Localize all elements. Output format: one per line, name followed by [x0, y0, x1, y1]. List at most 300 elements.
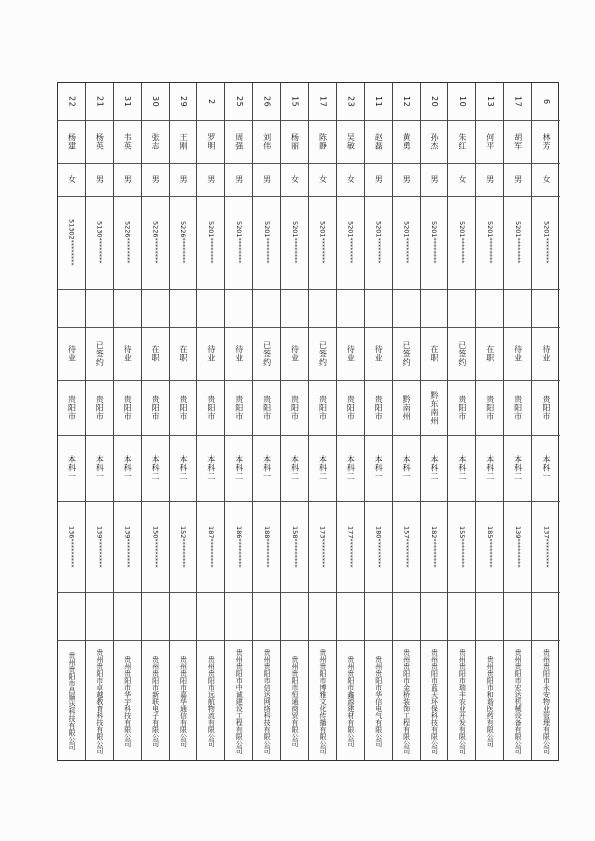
table-row — [142, 83, 170, 760]
table-row — [421, 83, 449, 760]
gender-text: 男 — [206, 175, 216, 184]
name-text: 胡军 — [513, 133, 523, 150]
gender-text: 男 — [151, 175, 161, 184]
table-cell-edu — [225, 435, 252, 501]
gender-text: 男 — [234, 175, 244, 184]
table-cell-blank1 — [421, 289, 448, 327]
table-cell-id — [114, 196, 141, 289]
table-cell-id — [476, 196, 503, 289]
table-cell-no — [337, 83, 364, 120]
id-text: 5201******** — [430, 221, 439, 264]
no-text: 31 — [123, 95, 133, 108]
table-cell-edu — [309, 435, 336, 501]
table-cell-no — [309, 83, 336, 120]
table-cell-id — [421, 196, 448, 289]
table-cell-status — [253, 327, 280, 380]
name-text: 杨英 — [95, 133, 105, 150]
no-text: 11 — [374, 95, 384, 108]
table-cell-id — [142, 196, 169, 289]
table-cell-no — [532, 83, 560, 120]
company-text: 贵州贵阳市瑞丰农业开发有限公司 — [458, 648, 467, 754]
table-cell-phone — [393, 501, 420, 592]
table-cell-edu — [476, 435, 503, 501]
table-cell-blank1 — [393, 289, 420, 327]
name-text: 孙杰 — [429, 133, 439, 150]
table-row — [197, 83, 225, 760]
table-cell-blank2 — [253, 592, 280, 640]
table-cell-status — [532, 327, 560, 380]
table-cell-phone — [337, 501, 364, 592]
table-cell-id — [393, 196, 420, 289]
id-text: 5226******** — [151, 221, 160, 264]
edu-text: 本科二 — [318, 455, 328, 481]
company-text: 贵州贵阳市鑫源建材有限公司 — [346, 655, 355, 747]
status-text: 待业 — [542, 345, 552, 362]
table-cell-blank2 — [114, 592, 141, 640]
no-text: 12 — [402, 95, 412, 108]
table-cell-status — [281, 327, 308, 380]
table-cell-phone — [504, 501, 531, 592]
table-cell-company — [86, 640, 113, 762]
table-cell-id — [281, 196, 308, 289]
phone-text: 139********* — [123, 525, 132, 568]
table-cell-name — [225, 120, 252, 163]
id-text: 5201******** — [262, 221, 271, 264]
table-cell-status — [170, 327, 197, 380]
table-cell-blank1 — [86, 289, 113, 327]
table-cell-status — [86, 327, 113, 380]
table-cell-phone — [253, 501, 280, 592]
no-text: 29 — [178, 95, 188, 108]
gender-text: 男 — [178, 175, 188, 184]
table-cell-phone — [58, 501, 85, 592]
table-cell-no — [504, 83, 531, 120]
table-cell-unit — [532, 380, 560, 435]
table-cell-company — [476, 640, 503, 762]
table-cell-gender — [114, 163, 141, 196]
unit-text: 贵阳市 — [262, 394, 272, 421]
table-cell-phone — [225, 501, 252, 592]
table-row — [86, 83, 114, 760]
gender-text: 女 — [346, 175, 356, 184]
table-row — [337, 83, 365, 760]
table-cell-gender — [58, 163, 85, 196]
table-cell-company — [170, 640, 197, 762]
company-text: 贵州贵阳市华宇科技有限公司 — [123, 655, 132, 747]
edu-text: 本科二 — [346, 455, 356, 481]
table-cell-no — [448, 83, 475, 120]
id-text: 5201******** — [346, 221, 355, 264]
table-cell-phone — [86, 501, 113, 592]
table-cell-status — [142, 327, 169, 380]
table-cell-name — [58, 120, 85, 163]
table-cell-blank2 — [281, 592, 308, 640]
table-cell-unit — [197, 380, 224, 435]
unit-text: 贵阳市 — [457, 394, 467, 421]
unit-text: 贵阳市 — [318, 394, 328, 421]
table-cell-no — [476, 83, 503, 120]
table-cell-name — [309, 120, 336, 163]
id-text: 5226******** — [179, 221, 188, 264]
edu-text: 本科一 — [123, 455, 133, 481]
table-cell-unit — [393, 380, 420, 435]
table-cell-company — [532, 640, 560, 762]
table-cell-phone — [114, 501, 141, 592]
table-cell-gender — [253, 163, 280, 196]
company-text: 贵州贵阳市蓝天环保科技有限公司 — [430, 648, 439, 754]
table-cell-gender — [532, 163, 560, 196]
no-text: 15 — [290, 95, 300, 108]
table-cell-name — [448, 120, 475, 163]
table-cell-phone — [281, 501, 308, 592]
status-text: 已签约 — [402, 340, 412, 367]
table-cell-edu — [504, 435, 531, 501]
table-cell-blank2 — [225, 592, 252, 640]
gender-text: 女 — [542, 175, 552, 184]
name-text: 周强 — [234, 133, 244, 150]
phone-text: 188********* — [262, 525, 271, 568]
table-cell-blank1 — [58, 289, 85, 327]
table-cell-id — [337, 196, 364, 289]
company-text: 贵州贵阳市博雅文化传播有限公司 — [318, 648, 327, 754]
no-text: 10 — [457, 95, 467, 108]
status-text: 待业 — [346, 345, 356, 362]
table-cell-company — [114, 640, 141, 762]
no-text: 26 — [262, 95, 272, 108]
table-cell-company — [448, 640, 475, 762]
table-cell-unit — [225, 380, 252, 435]
company-text: 贵州贵阳市嘉华通信有限公司 — [179, 655, 188, 747]
table-cell-blank2 — [448, 592, 475, 640]
name-text: 杨建 — [67, 133, 77, 150]
table-cell-company — [142, 640, 169, 762]
table-cell-gender — [197, 163, 224, 196]
table-cell-unit — [365, 380, 392, 435]
table-cell-no — [225, 83, 252, 120]
no-text: 13 — [485, 95, 495, 108]
table-cell-status — [197, 327, 224, 380]
phone-text: 185********* — [486, 525, 495, 568]
gender-text: 男 — [429, 175, 439, 184]
table-cell-name — [197, 120, 224, 163]
name-text: 刘伟 — [262, 133, 272, 150]
table-cell-blank2 — [532, 592, 560, 640]
table-cell-blank1 — [337, 289, 364, 327]
table-cell-name — [365, 120, 392, 163]
gender-text: 男 — [513, 175, 523, 184]
table-cell-no — [86, 83, 113, 120]
table-cell-unit — [58, 380, 85, 435]
table-cell-name — [393, 120, 420, 163]
edu-text: 本科二 — [485, 455, 495, 481]
table-cell-name — [86, 120, 113, 163]
table-cell-unit — [170, 380, 197, 435]
phone-text: 139********* — [95, 525, 104, 568]
table-cell-status — [504, 327, 531, 380]
phone-text: 152********* — [179, 525, 188, 568]
edu-text: 本科二 — [429, 455, 439, 481]
id-text: 5201******** — [235, 221, 244, 264]
table-cell-name — [170, 120, 197, 163]
table-cell-company — [421, 640, 448, 762]
table-cell-blank2 — [337, 592, 364, 640]
table-cell-edu — [58, 435, 85, 501]
id-text: 5130******** — [95, 221, 104, 264]
table-cell-edu — [197, 435, 224, 501]
unit-text: 贵阳市 — [67, 394, 77, 421]
table-cell-gender — [170, 163, 197, 196]
table-cell-company — [281, 640, 308, 762]
table-cell-blank2 — [504, 592, 531, 640]
table-cell-blank2 — [309, 592, 336, 640]
table-cell-edu — [532, 435, 560, 501]
company-text: 贵州贵阳市昌顺达科技有限公司 — [67, 652, 76, 750]
unit-text: 黔东南州 — [429, 390, 439, 425]
table-row — [281, 83, 309, 760]
table-row — [114, 83, 142, 760]
table-cell-company — [365, 640, 392, 762]
table-row — [504, 83, 532, 760]
table-cell-edu — [281, 435, 308, 501]
table-cell-status — [337, 327, 364, 380]
table-cell-gender — [504, 163, 531, 196]
table-cell-id — [253, 196, 280, 289]
table-cell-phone — [365, 501, 392, 592]
name-text: 何平 — [485, 133, 495, 150]
status-text: 在职 — [485, 345, 495, 362]
table-cell-status — [476, 327, 503, 380]
gender-text: 女 — [318, 175, 328, 184]
table-cell-edu — [337, 435, 364, 501]
edu-text: 本科一 — [402, 455, 412, 481]
table-cell-no — [58, 83, 85, 120]
table-cell-name — [281, 120, 308, 163]
table-row — [225, 83, 253, 760]
table-cell-blank1 — [448, 289, 475, 327]
table-cell-gender — [281, 163, 308, 196]
no-text: 21 — [95, 95, 105, 108]
no-text: 6 — [542, 98, 552, 105]
table-cell-gender — [225, 163, 252, 196]
edu-text: 本科二 — [234, 455, 244, 481]
phone-text: 150********* — [151, 525, 160, 568]
table-row — [365, 83, 393, 760]
table-cell-company — [253, 640, 280, 762]
unit-text: 贵阳市 — [206, 394, 216, 421]
name-text: 罗明 — [206, 133, 216, 150]
unit-text: 贵阳市 — [151, 394, 161, 421]
edu-text: 本科二 — [457, 455, 467, 481]
table-cell-phone — [532, 501, 560, 592]
edu-text: 本科一 — [374, 455, 384, 481]
name-text: 赵磊 — [374, 133, 384, 150]
gender-text: 男 — [262, 175, 272, 184]
table-cell-company — [197, 640, 224, 762]
id-text: 5201******** — [207, 221, 216, 264]
id-text: 5201******** — [374, 221, 383, 264]
table-cell-name — [114, 120, 141, 163]
table-cell-status — [448, 327, 475, 380]
no-text: 25 — [234, 95, 244, 108]
status-text: 已签约 — [318, 340, 328, 367]
table-cell-gender — [365, 163, 392, 196]
unit-text: 贵阳市 — [234, 394, 244, 421]
phone-text: 187********* — [207, 525, 216, 568]
phone-text: 180********* — [374, 525, 383, 568]
table-cell-unit — [142, 380, 169, 435]
table-cell-no — [281, 83, 308, 120]
company-text: 贵州贵阳市宏达机械设备有限公司 — [514, 648, 523, 754]
table-cell-blank1 — [309, 289, 336, 327]
table-cell-no — [421, 83, 448, 120]
table-cell-blank2 — [393, 592, 420, 640]
unit-text: 贵阳市 — [123, 394, 133, 421]
table-cell-phone — [142, 501, 169, 592]
rotated-table — [57, 82, 559, 761]
table-cell-edu — [170, 435, 197, 501]
table-cell-status — [421, 327, 448, 380]
table-cell-blank2 — [142, 592, 169, 640]
edu-text: 本科一 — [542, 455, 552, 481]
name-text: 朱红 — [457, 133, 467, 150]
phone-text: 182********* — [430, 525, 439, 568]
phone-text: 155********* — [458, 525, 467, 568]
table-cell-blank1 — [504, 289, 531, 327]
company-text: 贵州贵阳市永安物业管理有限公司 — [542, 648, 551, 754]
name-text: 韦英 — [123, 133, 133, 150]
table-cell-id — [170, 196, 197, 289]
table-row — [532, 83, 560, 760]
edu-text: 本科二 — [178, 455, 188, 481]
table-cell-blank1 — [365, 289, 392, 327]
status-text: 待业 — [374, 345, 384, 362]
phone-text: 158********* — [290, 525, 299, 568]
table-cell-no — [393, 83, 420, 120]
table-cell-status — [393, 327, 420, 380]
status-text: 在职 — [151, 345, 161, 362]
table-cell-unit — [281, 380, 308, 435]
unit-text: 黔南州 — [402, 394, 412, 421]
table-cell-edu — [114, 435, 141, 501]
table-cell-no — [170, 83, 197, 120]
gender-text: 女 — [67, 175, 77, 184]
phone-text: 157********* — [402, 525, 411, 568]
table-cell-name — [504, 120, 531, 163]
table-cell-id — [58, 196, 85, 289]
table-cell-blank2 — [170, 592, 197, 640]
company-text: 贵州贵阳市远航物流有限公司 — [207, 655, 216, 747]
table-cell-status — [58, 327, 85, 380]
name-text: 吴敏 — [346, 133, 356, 150]
phone-text: 136********* — [67, 525, 76, 568]
unit-text: 贵阳市 — [374, 394, 384, 421]
table-cell-phone — [170, 501, 197, 592]
unit-text: 贵阳市 — [542, 394, 552, 421]
table-cell-no — [253, 83, 280, 120]
edu-text: 本科二 — [513, 455, 523, 481]
edu-text: 本科二 — [290, 455, 300, 481]
name-text: 林芳 — [542, 133, 552, 150]
table-cell-phone — [421, 501, 448, 592]
name-text: 黄勇 — [402, 133, 412, 150]
table-cell-gender — [309, 163, 336, 196]
table-cell-gender — [86, 163, 113, 196]
name-text: 张志 — [151, 133, 161, 150]
table-cell-blank1 — [170, 289, 197, 327]
no-text: 22 — [67, 95, 77, 108]
company-text: 贵州贵阳市信达网络科技有限公司 — [263, 648, 272, 754]
id-text: 5201******** — [542, 221, 551, 264]
table-cell-edu — [86, 435, 113, 501]
id-text: 5201******** — [318, 221, 327, 264]
phone-text: 137********* — [542, 525, 551, 568]
table-cell-blank1 — [281, 289, 308, 327]
table-cell-blank2 — [58, 592, 85, 640]
table-cell-unit — [476, 380, 503, 435]
table-cell-edu — [365, 435, 392, 501]
id-text: 5201******** — [402, 221, 411, 264]
table-cell-blank1 — [197, 289, 224, 327]
table-cell-name — [253, 120, 280, 163]
table-row — [476, 83, 504, 760]
table-row — [393, 83, 421, 760]
name-text: 王刚 — [178, 133, 188, 150]
table-cell-unit — [504, 380, 531, 435]
phone-text: 177********* — [346, 525, 355, 568]
edu-text: 本科二 — [151, 455, 161, 481]
table-cell-id — [225, 196, 252, 289]
table-row — [170, 83, 198, 760]
table-cell-id — [365, 196, 392, 289]
table-cell-unit — [253, 380, 280, 435]
company-text: 贵州贵阳市新联电子有限公司 — [151, 655, 160, 747]
table-cell-status — [365, 327, 392, 380]
table-cell-name — [476, 120, 503, 163]
status-text: 待业 — [290, 345, 300, 362]
company-text: 贵州贵阳市卓越教育科技有限公司 — [95, 648, 104, 754]
company-text: 贵州贵阳市恒通商贸有限公司 — [291, 655, 300, 747]
table-cell-blank2 — [86, 592, 113, 640]
table-cell-no — [142, 83, 169, 120]
table-cell-company — [393, 640, 420, 762]
table-cell-phone — [309, 501, 336, 592]
company-text: 贵州贵阳市华信电气有限公司 — [374, 655, 383, 747]
table-cell-gender — [421, 163, 448, 196]
table-cell-company — [225, 640, 252, 762]
no-text: 17 — [513, 95, 523, 108]
status-text: 在职 — [429, 345, 439, 362]
table-cell-unit — [421, 380, 448, 435]
no-text: 17 — [318, 95, 328, 108]
status-text: 已签约 — [95, 340, 105, 367]
table-cell-blank2 — [365, 592, 392, 640]
edu-text: 本科一 — [262, 455, 272, 481]
table-cell-gender — [448, 163, 475, 196]
table-row — [58, 83, 86, 760]
table-cell-company — [309, 640, 336, 762]
edu-text: 本科二 — [206, 455, 216, 481]
name-text: 杨丽 — [290, 133, 300, 150]
no-text: 30 — [151, 95, 161, 108]
id-text: 5201******** — [486, 221, 495, 264]
table-cell-gender — [142, 163, 169, 196]
table-cell-name — [142, 120, 169, 163]
table-cell-no — [114, 83, 141, 120]
table-cell-blank2 — [421, 592, 448, 640]
gender-text: 女 — [290, 175, 300, 184]
no-text: 2 — [206, 98, 216, 105]
no-text: 23 — [346, 95, 356, 108]
